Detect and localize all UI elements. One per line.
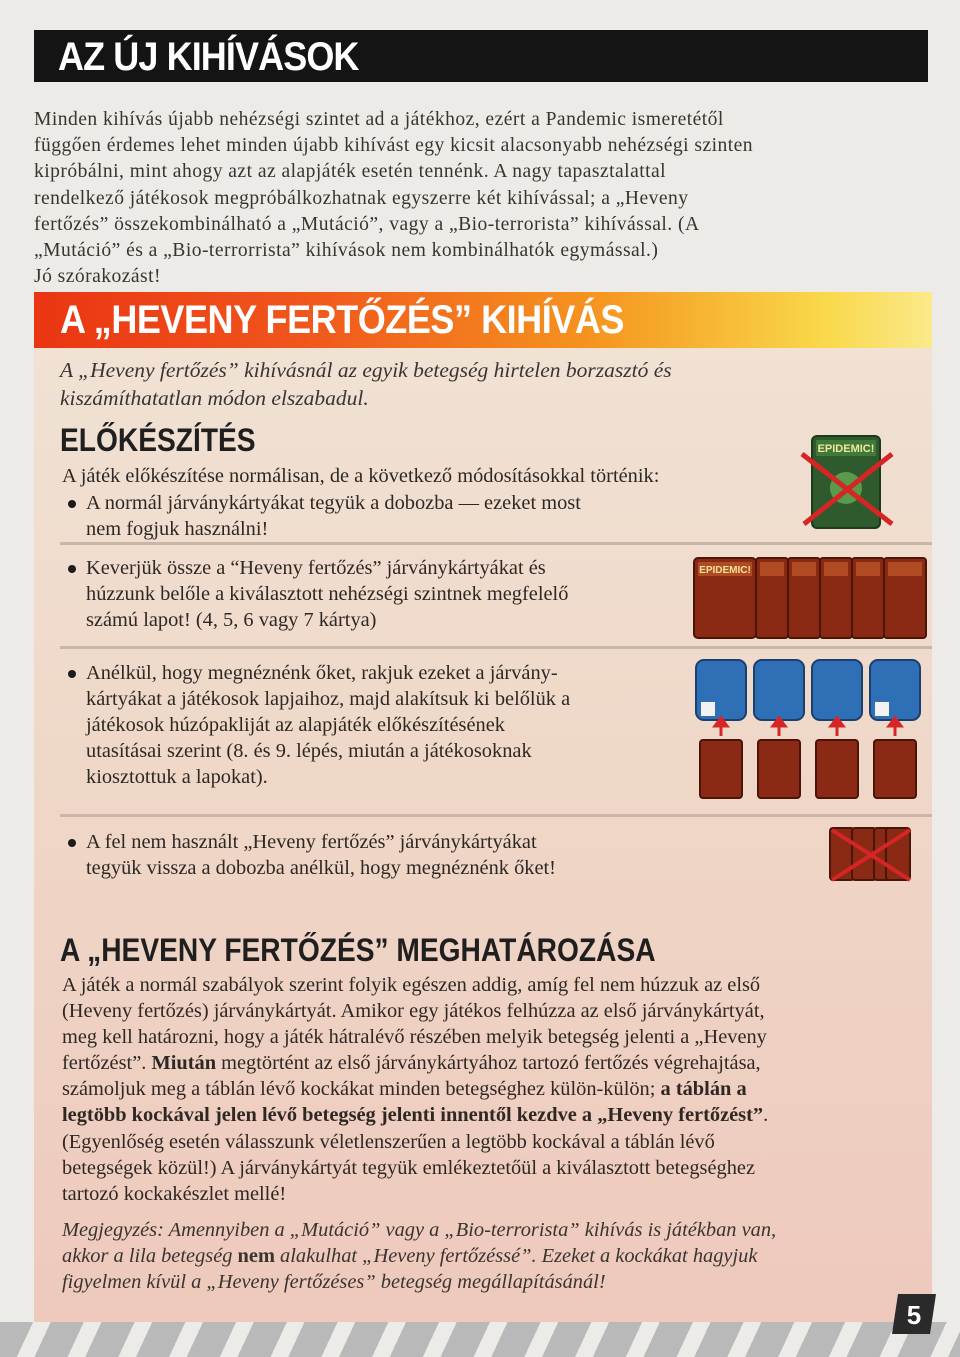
setup-bullet-4 [64, 829, 694, 881]
para-line [62, 1129, 922, 1155]
para-run: megtörtént az első járványkártyához tartozó fertőzés végrehajtása, [216, 1052, 761, 1075]
page-title: AZ ÚJ KIHÍVÁSOK [58, 35, 359, 79]
bullet-line: Keverjük össze a “Heveny fertőzés” járványkártyákat és [86, 557, 546, 579]
note-run: Megjegyzés: Amennyiben a „Mutáció” vagy a „Bio-terrorista” kihívás is játékban van, [62, 1219, 777, 1241]
bullet-line: A normál járványkártyákat tegyük a dobozba — ezeket most [86, 492, 581, 514]
setup-bullet-3 [64, 660, 694, 790]
para-line [62, 1076, 922, 1102]
challenge-title: A „HEVENY FERTŐZÉS” KIHÍVÁS [60, 298, 624, 342]
intro-paragraph [34, 107, 914, 290]
challenge-intro [60, 356, 820, 412]
page-number: 5 [906, 1300, 922, 1330]
bullet-line: utasításai szerint (8. és 9. lépés, miután a játékosoknak [86, 740, 532, 763]
para-run: fertőzést”. [62, 1052, 152, 1075]
bullet-line: A fel nem használt „Heveny fertőzés” járványkártyákat [86, 831, 537, 853]
note-line [62, 1269, 922, 1295]
definition-note [62, 1217, 922, 1295]
challenge-header [34, 292, 932, 348]
para-run: a táblán a [660, 1078, 747, 1101]
intro-line: Jó szórakozást! [34, 266, 161, 288]
card-label: EPIDEMIC! [817, 443, 875, 455]
bullet-line: kiosztottuk a lapokat). [86, 766, 268, 789]
intro-line: „Mutáció” és a „Bio-terrorrista” kihívások nem kombinálhatók egymással.) [34, 240, 659, 262]
divider [60, 542, 932, 545]
footer-stripes [0, 1322, 960, 1357]
list-item [64, 660, 694, 790]
note-run: alakulhat „Heveny fertőzéssé”. Ezeket a kockákat hagyjuk [274, 1245, 758, 1268]
list-item [64, 829, 694, 881]
intro-line: függően érdemes lehet minden újabb kihívást egy kicsit alacsonyabb nehézségi szinten [34, 135, 754, 157]
note-run: figyelmen kívül a „Heveny fertőzéses” betegség megállapításánál! [62, 1271, 606, 1294]
para-run: . [763, 1104, 769, 1127]
bullet-line: tegyük vissza a dobozba anélkül, hogy megnéznénk őket! [86, 857, 556, 880]
bullet-line: húzzunk belőle a kiválasztott nehézségi szintnek megfelelő [86, 583, 569, 606]
para-line [62, 1102, 922, 1128]
para-run: számoljuk meg a táblán lévő kockákat minden betegséghez külön-külön; [62, 1078, 661, 1101]
list-item [64, 490, 684, 542]
para-run: betegségek közül!) A járványkártyát tegyük emlékeztetőül a kiválasztott betegséghez [62, 1156, 756, 1179]
bullet-line: kártyákat a játékosok lapjaihoz, majd alakítsuk ki belőlük a [86, 688, 571, 711]
intro-line: rendelkező játékosok megpróbálkozhatnak egyszerre két kihívással; a „Heveny [34, 187, 689, 209]
setup-bullet-2 [64, 555, 684, 633]
note-line [62, 1243, 922, 1269]
card-label: EPIDEMIC! [699, 565, 751, 576]
list-item [64, 555, 684, 633]
para-line [62, 1181, 922, 1207]
intro-line: Minden kihívás újabb nehézségi szintet ad a játékhoz, ezért a Pandemic ismeretétől [34, 109, 724, 130]
divider [60, 814, 932, 817]
para-run: tartozó kockakészlet mellé! [62, 1182, 287, 1205]
intro-line: kipróbálni, mint ahogy azt az alapjáték esetén tennénk. A nagy tapasztalattal [34, 161, 667, 183]
bullet-line: játékosok húzópakliját az alapjáték előkészítésének [86, 714, 505, 737]
note-run: nem [237, 1245, 275, 1268]
para-run: A játék a normál szabályok szerint folyik egészen addig, amíg fel nem húzzuk az első [62, 974, 761, 996]
green-epidemic-card-crossed-icon [800, 432, 896, 532]
para-line [62, 1024, 922, 1050]
para-run: Miután [151, 1052, 217, 1075]
para-line [62, 998, 922, 1024]
red-epidemic-cards-fan-icon [692, 556, 932, 642]
player-piles-with-epidemic-icon [692, 654, 932, 802]
para-run: (Egyenlőség esetén válasszunk véletlenszerűen a legtöbb kockával a táblán lévő [62, 1130, 715, 1153]
para-run: meg kell határozni, hogy a játék hátralévő részében melyik betegség jelenti a „Heveny [62, 1026, 767, 1049]
challenge-panel [34, 292, 932, 1322]
setup-title: ELŐKÉSZÍTÉS [60, 422, 256, 458]
definition-paragraph [62, 972, 922, 1207]
intro-line: fertőzés” összekombinálható a „Mutáció”, vagy a „Bio-terrorista” kihívással. (A [34, 213, 700, 235]
bullet-line: számú lapot! (4, 5, 6 vagy 7 kártya) [86, 609, 377, 632]
para-run: (Heveny fertőzés) járványkártyát. Amikor egy játékos felhúzza az első járványkártyát, [62, 1000, 765, 1023]
divider [60, 646, 932, 649]
page-title-bar [34, 30, 928, 82]
para-line [62, 1050, 922, 1076]
setup-bullet-1 [64, 490, 684, 542]
setup-lead: A játék előkészítése normálisan, de a következő módosításokkal történik: [62, 465, 660, 487]
page-number-badge [890, 1292, 938, 1336]
unused-cards-crossed-icon [826, 824, 914, 884]
note-run: akkor a lila betegség [62, 1245, 238, 1268]
definition-title: A „HEVENY FERTŐZÉS” MEGHATÁROZÁSA [60, 932, 656, 968]
bullet-line: Anélkül, hogy megnéznénk őket, rakjuk ezeket a járvány- [86, 662, 558, 684]
bullet-line: nem fogjuk használni! [86, 518, 269, 541]
para-line [62, 972, 922, 998]
note-line [62, 1217, 922, 1243]
para-line [62, 1155, 922, 1181]
para-run: legtöbb kockával jelen lévő betegség jelenti innentől kezdve a „Heveny fertőzést” [62, 1104, 764, 1127]
challenge-intro-line: A „Heveny fertőzés” kihívásnál az egyik betegség hirtelen borzasztó és [60, 358, 672, 382]
challenge-intro-line: kiszámíthatatlan módon elszabadul. [60, 386, 369, 410]
